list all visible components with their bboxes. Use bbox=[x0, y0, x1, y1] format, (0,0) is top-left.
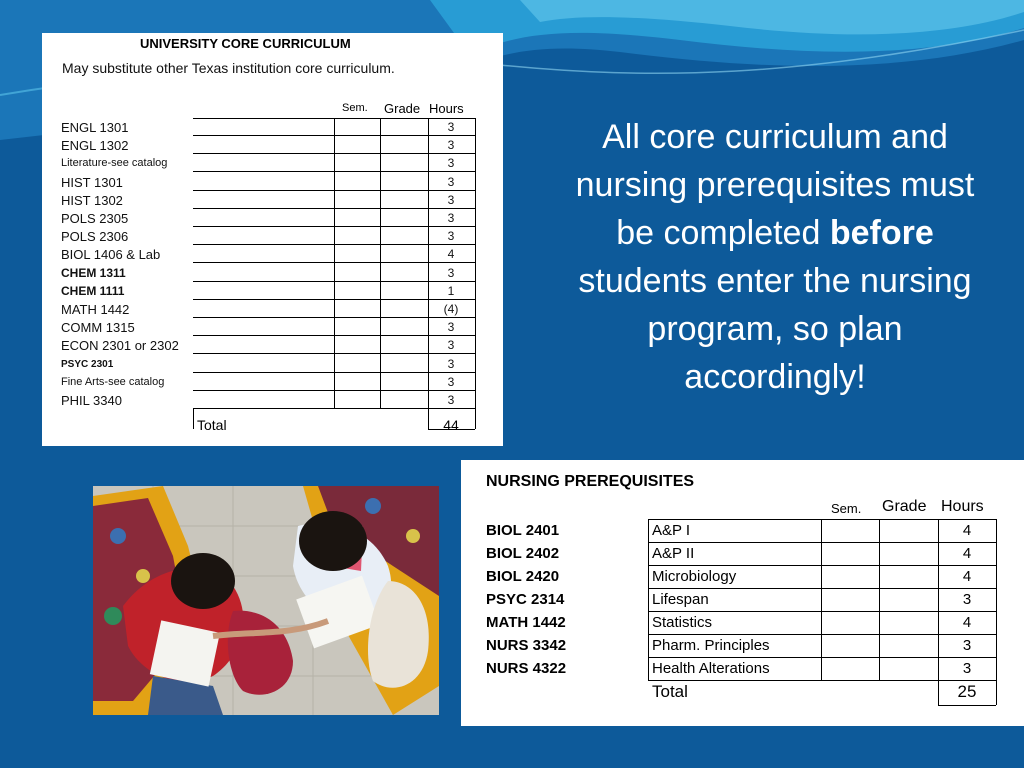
message-emphasis: before bbox=[829, 214, 934, 252]
prereq-total-value: 25 bbox=[957, 682, 977, 701]
prereq-column-divider bbox=[938, 519, 939, 705]
core-course-code: POLS 2306 bbox=[61, 229, 129, 245]
core-table-row bbox=[42, 245, 503, 263]
prereq-course-code: BIOL 2402 bbox=[486, 545, 560, 562]
core-course-hours: 3 bbox=[447, 338, 455, 353]
core-table-row bbox=[42, 173, 503, 191]
core-course-code: PHIL 3340 bbox=[61, 393, 122, 408]
core-table-row bbox=[42, 209, 503, 227]
core-curriculum-panel bbox=[42, 33, 503, 446]
prereq-course-name: Microbiology bbox=[652, 568, 737, 585]
core-column-divider bbox=[334, 118, 335, 409]
core-course-hours: 3 bbox=[447, 374, 455, 389]
prereq-row-divider bbox=[648, 611, 996, 612]
core-table-row bbox=[42, 282, 503, 300]
nursing-prerequisites-panel bbox=[461, 460, 1024, 726]
prereq-course-name: Lifespan bbox=[652, 591, 709, 608]
core-course-code: Literature-see catalog bbox=[61, 157, 168, 170]
prereq-course-hours: 3 bbox=[962, 591, 972, 608]
message-part2: students enter the nursing program, so plan accordingly! bbox=[578, 262, 972, 396]
nursing-prerequisites-title: NURSING PREREQUISITES bbox=[486, 473, 695, 490]
core-course-code: COMM 1315 bbox=[61, 320, 135, 336]
core-course-code: PSYC 2301 bbox=[61, 358, 114, 370]
core-course-code: ECON 2301 or 2302 bbox=[61, 338, 179, 354]
core-table-row bbox=[42, 227, 503, 245]
prereq-row-divider bbox=[648, 542, 996, 543]
core-table-row bbox=[42, 336, 503, 354]
core-course-code: ENGL 1301 bbox=[61, 120, 129, 135]
core-header-hours: Hours bbox=[429, 101, 464, 116]
prereq-column-divider bbox=[648, 519, 649, 680]
prereq-course-hours: 4 bbox=[962, 614, 972, 631]
core-header-grade: Grade bbox=[384, 101, 421, 116]
core-course-hours: (4) bbox=[443, 302, 459, 316]
core-table-row bbox=[42, 191, 503, 209]
prereq-total-label: Total bbox=[652, 682, 688, 701]
core-column-divider bbox=[475, 118, 476, 429]
core-course-code: Fine Arts-see catalog bbox=[61, 375, 165, 388]
core-course-code: BIOL 1406 & Lab bbox=[61, 247, 161, 263]
core-table-row bbox=[42, 136, 503, 154]
core-table-row bbox=[42, 355, 503, 373]
core-course-hours: 1 bbox=[447, 283, 455, 298]
core-course-hours: 3 bbox=[447, 393, 455, 407]
main-message bbox=[556, 113, 994, 401]
prereq-header-grade: Grade bbox=[882, 498, 927, 515]
core-course-code: HIST 1302 bbox=[61, 192, 123, 208]
prereq-course-hours: 4 bbox=[962, 522, 972, 539]
prereq-column-divider bbox=[996, 519, 997, 705]
core-course-hours: 3 bbox=[447, 211, 455, 225]
core-course-code: POLS 2305 bbox=[61, 211, 129, 226]
core-course-hours: 3 bbox=[447, 138, 455, 153]
prereq-row-divider bbox=[648, 519, 996, 520]
prereq-course-hours: 3 bbox=[962, 637, 972, 654]
prereq-course-code: NURS 4322 bbox=[486, 660, 567, 677]
prereq-column-divider bbox=[821, 519, 822, 680]
core-course-code: HIST 1301 bbox=[61, 174, 123, 190]
prereq-course-code: BIOL 2401 bbox=[486, 522, 560, 539]
core-course-hours: 3 bbox=[447, 320, 455, 335]
core-course-hours: 3 bbox=[447, 192, 455, 207]
core-course-hours: 3 bbox=[447, 265, 455, 280]
core-table-row bbox=[42, 391, 503, 409]
prereq-course-hours: 4 bbox=[962, 568, 972, 585]
prereq-column-divider bbox=[879, 519, 880, 680]
prereq-course-name: Statistics bbox=[652, 614, 713, 631]
prereq-total-border bbox=[938, 705, 996, 706]
core-column-divider bbox=[380, 118, 381, 409]
prereq-course-hours: 3 bbox=[962, 660, 972, 677]
prereq-row-divider bbox=[648, 588, 996, 589]
prereq-course-code: MATH 1442 bbox=[486, 614, 566, 631]
prereq-course-hours: 4 bbox=[962, 545, 972, 562]
core-table-row bbox=[42, 154, 503, 172]
message-part1: All core curriculum and nursing prerequisites must be completed bbox=[575, 118, 975, 252]
prereq-header-hours: Hours bbox=[941, 498, 984, 515]
core-table-row bbox=[42, 264, 503, 282]
core-course-hours: 3 bbox=[447, 174, 455, 189]
students-studying-photo bbox=[93, 486, 439, 715]
prereq-row-divider bbox=[648, 565, 996, 566]
prereq-header-sem: Sem. bbox=[831, 501, 862, 516]
core-total-value: 44 bbox=[443, 417, 459, 433]
core-course-hours: 3 bbox=[447, 229, 455, 244]
prereq-course-code: PSYC 2314 bbox=[486, 591, 565, 608]
prereq-course-code: NURS 3342 bbox=[486, 637, 567, 654]
core-table-row bbox=[42, 318, 503, 336]
prereq-course-name: A&P I bbox=[652, 522, 691, 539]
core-course-code: MATH 1442 bbox=[61, 302, 130, 317]
core-total-label: Total bbox=[197, 417, 227, 433]
core-column-divider bbox=[428, 118, 429, 429]
prereq-row-divider bbox=[648, 634, 996, 635]
core-table-row bbox=[42, 300, 503, 318]
core-course-hours: 3 bbox=[447, 156, 455, 171]
core-course-code: CHEM 1111 bbox=[61, 283, 125, 298]
core-curriculum-title: UNIVERSITY CORE CURRICULUM bbox=[140, 36, 351, 51]
students-photo-illustration bbox=[93, 486, 439, 715]
core-curriculum-subtitle: May substitute other Texas institution core curriculum. bbox=[62, 60, 395, 76]
core-course-code: ENGL 1302 bbox=[61, 138, 129, 154]
core-course-hours: 3 bbox=[447, 356, 455, 371]
prereq-row-divider bbox=[648, 657, 996, 658]
core-course-hours: 4 bbox=[447, 247, 455, 262]
core-table-row bbox=[42, 118, 503, 136]
core-column-divider bbox=[193, 409, 194, 429]
core-course-hours: 3 bbox=[447, 120, 455, 134]
core-header-sem: Sem. bbox=[342, 102, 368, 114]
prereq-row-divider bbox=[648, 680, 996, 681]
prereq-course-name: Health Alterations bbox=[652, 660, 770, 677]
core-table-row bbox=[42, 373, 503, 391]
prereq-course-code: BIOL 2420 bbox=[486, 568, 560, 585]
prereq-course-name: A&P II bbox=[652, 545, 695, 562]
prereq-course-name: Pharm. Principles bbox=[652, 637, 770, 654]
core-course-code: CHEM 1311 bbox=[61, 265, 126, 280]
